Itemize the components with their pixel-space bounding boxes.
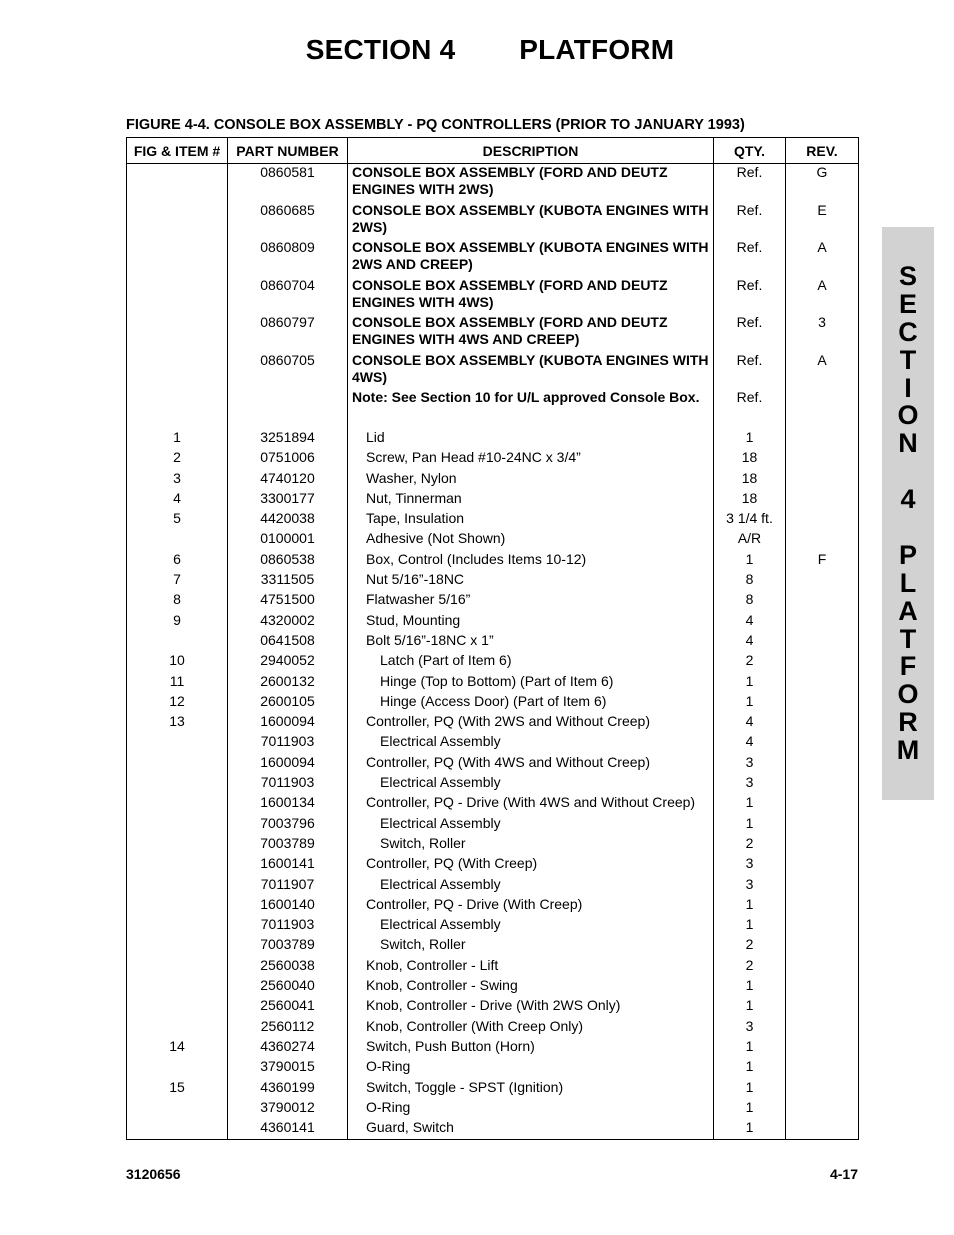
part-number-cell: 7011903 [228,733,348,753]
rev-cell [786,632,859,652]
table-row [127,314,859,352]
rev-cell [786,855,859,875]
description-cell: Electrical Assembly [348,916,714,936]
rev-cell [786,754,859,774]
part-number-cell: 4740120 [228,470,348,490]
rev-cell: G [786,164,859,202]
qty-cell: 1 [714,916,786,936]
description-cell: Controller, PQ (With Creep) [348,855,714,875]
table-row [127,571,859,591]
table-row [127,754,859,774]
fig-item-cell [127,239,228,277]
section-side-tab [882,227,934,800]
rev-cell [786,693,859,713]
qty-cell: 1 [714,896,786,916]
side-tab-letter: P [898,539,917,570]
description-cell: Nut, Tinnerman [348,490,714,510]
part-number-cell: 0641508 [228,632,348,652]
part-number-cell: 7003789 [228,835,348,855]
table-row [127,202,859,240]
qty-cell: 1 [714,1119,786,1140]
rev-cell [786,835,859,855]
description-cell: Lid [348,429,714,449]
fig-item-cell: 11 [127,673,228,693]
qty-cell: 2 [714,957,786,977]
qty-cell: 4 [714,612,786,632]
description-cell: CONSOLE BOX ASSEMBLY (KUBOTA ENGINES WITH 4WS) [348,352,714,390]
rev-cell: 3 [786,314,859,352]
table-row [127,876,859,896]
description-cell: Switch, Push Button (Horn) [348,1038,714,1058]
table-row [127,352,859,390]
fig-item-cell: 2 [127,449,228,469]
part-number-cell: 1600140 [228,896,348,916]
part-number-cell: 0860809 [228,239,348,277]
table-body [127,164,859,1140]
rev-cell [786,449,859,469]
fig-item-cell: 7 [127,571,228,591]
part-number-cell: 3251894 [228,429,348,449]
table-row [127,530,859,550]
qty-cell: 2 [714,652,786,672]
description-cell: Flatwasher 5/16” [348,591,714,611]
table-row [127,1119,859,1140]
part-number-cell: 0860704 [228,277,348,315]
fig-item-cell: 15 [127,1079,228,1099]
side-tab-letter: N [898,428,918,459]
description-cell: Knob, Controller - Drive (With 2WS Only) [348,997,714,1017]
fig-item-cell [127,977,228,997]
rev-cell [786,916,859,936]
description-cell: Switch, Toggle - SPST (Ignition) [348,1079,714,1099]
qty-cell: 1 [714,1038,786,1058]
part-number-cell: 2600105 [228,693,348,713]
fig-item-cell: 13 [127,713,228,733]
rev-cell [786,591,859,611]
fig-item-cell [127,754,228,774]
part-number-cell: 2600132 [228,673,348,693]
table-row [127,1038,859,1058]
rev-cell [786,977,859,997]
qty-cell: 2 [714,835,786,855]
table-row [127,794,859,814]
table-row [127,652,859,672]
fig-item-cell [127,957,228,977]
description-cell: Hinge (Top to Bottom) (Part of Item 6) [348,673,714,693]
rev-cell [786,1099,859,1119]
description-cell: Knob, Controller - Swing [348,977,714,997]
fig-item-cell: 14 [127,1038,228,1058]
qty-cell: 1 [714,673,786,693]
part-number-cell: 2940052 [228,652,348,672]
qty-cell: 1 [714,815,786,835]
part-number-cell: 2560041 [228,997,348,1017]
table-row [127,997,859,1017]
part-number-cell: 0860797 [228,314,348,352]
description-cell: Controller, PQ (With 4WS and Without Creep) [348,754,714,774]
col-header-fig-item: FIG & ITEM # [127,138,228,164]
table-row [127,693,859,713]
table-row [127,612,859,632]
description-cell: Tape, Insulation [348,510,714,530]
qty-cell: Ref. [714,314,786,352]
side-tab-letter: L [899,567,917,598]
rev-cell [786,530,859,550]
description-cell: Washer, Nylon [348,470,714,490]
part-number-cell: 3790015 [228,1058,348,1078]
description-cell: Electrical Assembly [348,774,714,794]
rev-cell [786,815,859,835]
description-cell: O-Ring [348,1058,714,1078]
description-cell: O-Ring [348,1099,714,1119]
table-row [127,936,859,956]
description-cell: Screw, Pan Head #10-24NC x 3/4” [348,449,714,469]
fig-item-cell [127,936,228,956]
rev-cell [786,652,859,672]
table-row [127,239,859,277]
qty-cell: 18 [714,449,786,469]
fig-item-cell [127,794,228,814]
fig-item-cell: 9 [127,612,228,632]
qty-cell: 1 [714,1058,786,1078]
fig-item-cell [127,1099,228,1119]
table-row [127,1018,859,1038]
table-row [127,510,859,530]
side-tab-letter: M [896,735,920,766]
part-number-cell: 2560112 [228,1018,348,1038]
part-number-cell: 0860685 [228,202,348,240]
fig-item-cell [127,855,228,875]
part-number-cell: 1600094 [228,713,348,733]
table-row [127,916,859,936]
description-cell: Hinge (Access Door) (Part of Item 6) [348,693,714,713]
rev-cell [786,876,859,896]
part-number-cell: 0100001 [228,530,348,550]
qty-cell: 1 [714,1099,786,1119]
fig-item-cell: 6 [127,551,228,571]
document-number: 3120656 [126,1166,181,1182]
part-number-cell: 1600141 [228,855,348,875]
qty-cell: 1 [714,429,786,449]
part-number-cell: 7011903 [228,916,348,936]
side-tab-letter: O [897,679,919,710]
side-tab-letter: C [898,316,918,347]
qty-cell: 18 [714,470,786,490]
description-cell: Controller, PQ - Drive (With Creep) [348,896,714,916]
side-tab-letter: S [898,261,917,291]
table-row [127,490,859,510]
side-tab-letter: R [898,707,918,738]
rev-cell [786,490,859,510]
fig-item-cell [127,774,228,794]
table-row [127,733,859,753]
table-row [127,164,859,202]
rev-cell [786,957,859,977]
description-cell: CONSOLE BOX ASSEMBLY (FORD AND DEUTZ ENGINES WITH 4WS) [348,277,714,315]
part-number-cell: 7011907 [228,876,348,896]
part-number-cell: 2560040 [228,977,348,997]
description-cell: CONSOLE BOX ASSEMBLY (KUBOTA ENGINES WITH 2WS AND CREEP) [348,239,714,277]
part-number-cell: 0751006 [228,449,348,469]
table-row [127,835,859,855]
table-row [127,815,859,835]
rev-cell [786,936,859,956]
fig-item-cell: 3 [127,470,228,490]
table-row [127,389,859,429]
rev-cell [786,794,859,814]
side-tab-letter: E [898,288,917,319]
col-header-qty: QTY. [714,138,786,164]
fig-item-cell: 1 [127,429,228,449]
table-row [127,429,859,449]
qty-cell: 3 1/4 ft. [714,510,786,530]
fig-item-cell: 10 [127,652,228,672]
qty-cell: 4 [714,733,786,753]
parts-table [126,137,859,1140]
rev-cell [786,1038,859,1058]
fig-item-cell [127,202,228,240]
part-number-cell: 3311505 [228,571,348,591]
description-cell: Nut 5/16”-18NC [348,571,714,591]
description-cell: Adhesive (Not Shown) [348,530,714,550]
description-cell: Electrical Assembly [348,733,714,753]
side-tab-letter: 4 [900,484,916,515]
part-number-cell: 0860581 [228,164,348,202]
part-number-cell: 3300177 [228,490,348,510]
part-number-cell: 2560038 [228,957,348,977]
fig-item-cell [127,277,228,315]
rev-cell [786,673,859,693]
qty-cell: Ref. [714,352,786,390]
rev-cell: A [786,277,859,315]
part-number-cell: 0860538 [228,551,348,571]
part-number-cell: 4360274 [228,1038,348,1058]
qty-cell: 3 [714,774,786,794]
table-row [127,774,859,794]
table-row [127,1079,859,1099]
rev-cell [786,997,859,1017]
fig-item-cell: 8 [127,591,228,611]
side-tab-letter: T [899,623,917,654]
fig-item-cell [127,733,228,753]
description-cell: Knob, Controller (With Creep Only) [348,1018,714,1038]
description-cell: Knob, Controller - Lift [348,957,714,977]
qty-cell: 3 [714,754,786,774]
table-row [127,277,859,315]
fig-item-cell [127,352,228,390]
part-number-cell: 4360141 [228,1119,348,1140]
qty-cell: 3 [714,855,786,875]
rev-cell: A [786,239,859,277]
side-tab-letter: A [898,595,918,626]
qty-cell: 1 [714,997,786,1017]
table-row [127,1058,859,1078]
table-row [127,449,859,469]
qty-cell: 2 [714,936,786,956]
qty-cell: Ref. [714,202,786,240]
rev-cell: E [786,202,859,240]
rev-cell [786,470,859,490]
fig-item-cell [127,164,228,202]
qty-cell: 8 [714,591,786,611]
rev-cell [786,612,859,632]
fig-item-cell [127,916,228,936]
rev-cell [786,1058,859,1078]
rev-cell [786,571,859,591]
table-row [127,957,859,977]
side-tab-letter: I [904,372,912,403]
part-number-cell: 4420038 [228,510,348,530]
col-header-rev: REV. [786,138,859,164]
rev-cell [786,1018,859,1038]
description-cell: Stud, Mounting [348,612,714,632]
qty-cell: 1 [714,693,786,713]
description-cell: Switch, Roller [348,835,714,855]
qty-cell: 1 [714,1079,786,1099]
part-number-cell: 4751500 [228,591,348,611]
fig-item-cell [127,314,228,352]
fig-item-cell [127,389,228,429]
description-cell: CONSOLE BOX ASSEMBLY (FORD AND DEUTZ ENGINES WITH 2WS) [348,164,714,202]
rev-cell [786,429,859,449]
description-cell: Bolt 5/16”-18NC x 1” [348,632,714,652]
table-row [127,896,859,916]
description-cell: Electrical Assembly [348,876,714,896]
qty-cell: A/R [714,530,786,550]
page-number: 4-17 [829,1166,858,1182]
fig-item-cell: 12 [127,693,228,713]
description-cell: CONSOLE BOX ASSEMBLY (FORD AND DEUTZ ENGINES WITH 4WS AND CREEP) [348,314,714,352]
rev-cell [786,713,859,733]
fig-item-cell [127,997,228,1017]
fig-item-cell [127,876,228,896]
table-row [127,977,859,997]
qty-cell: 1 [714,551,786,571]
part-number-cell: 1600134 [228,794,348,814]
description-cell: Electrical Assembly [348,815,714,835]
fig-item-cell: 4 [127,490,228,510]
figure-title: FIGURE 4-4. CONSOLE BOX ASSEMBLY - PQ CONTROLLERS (PRIOR TO JANUARY 1993) [126,117,745,133]
fig-item-cell [127,815,228,835]
part-number-cell: 0860705 [228,352,348,390]
table-row [127,632,859,652]
qty-cell: Ref. [714,239,786,277]
table-row [127,470,859,490]
fig-item-cell [127,530,228,550]
rev-cell [786,510,859,530]
part-number-cell: 7003796 [228,815,348,835]
qty-cell: 1 [714,977,786,997]
fig-item-cell [127,1058,228,1078]
qty-cell: Ref. [714,389,786,429]
side-tab-letter: F [899,651,917,682]
fig-item-cell [127,896,228,916]
description-cell: Note: See Section 10 for U/L approved Console Box. [348,389,714,429]
fig-item-cell [127,632,228,652]
fig-item-cell: 5 [127,510,228,530]
part-number-cell: 7003789 [228,936,348,956]
table-row [127,855,859,875]
qty-cell: 3 [714,1018,786,1038]
part-number-cell: 1600094 [228,754,348,774]
description-cell: Box, Control (Includes Items 10-12) [348,551,714,571]
table-header-row [127,138,859,164]
fig-item-cell [127,1119,228,1140]
col-header-description: DESCRIPTION [348,138,714,164]
qty-cell: 8 [714,571,786,591]
rev-cell [786,774,859,794]
description-cell: Controller, PQ (With 2WS and Without Creep) [348,713,714,733]
rev-cell [786,389,859,429]
qty-cell: 1 [714,794,786,814]
description-cell: Switch, Roller [348,936,714,956]
table-row [127,551,859,571]
qty-cell: Ref. [714,277,786,315]
col-header-part-number: PART NUMBER [228,138,348,164]
rev-cell [786,1079,859,1099]
part-number-cell: 4320002 [228,612,348,632]
fig-item-cell [127,1018,228,1038]
rev-cell [786,896,859,916]
rev-cell [786,1119,859,1140]
table-row [127,673,859,693]
table-row [127,713,859,733]
part-number-cell: 3790012 [228,1099,348,1119]
table-row [127,1099,859,1119]
qty-cell: 3 [714,876,786,896]
description-cell: Latch (Part of Item 6) [348,652,714,672]
qty-cell: 18 [714,490,786,510]
side-tab-letter: O [897,400,919,431]
description-cell: Controller, PQ - Drive (With 4WS and Without Creep) [348,794,714,814]
qty-cell: 4 [714,632,786,652]
qty-cell: 4 [714,713,786,733]
part-number-cell [228,389,348,429]
rev-cell [786,733,859,753]
table-row [127,591,859,611]
fig-item-cell [127,835,228,855]
rev-cell: A [786,352,859,390]
part-number-cell: 7011903 [228,774,348,794]
qty-cell: Ref. [714,164,786,202]
rev-cell: F [786,551,859,571]
part-number-cell: 4360199 [228,1079,348,1099]
description-cell: CONSOLE BOX ASSEMBLY (KUBOTA ENGINES WITH 2WS) [348,202,714,240]
description-cell: Guard, Switch [348,1119,714,1140]
page-title: SECTION 4 PLATFORM [305,34,675,65]
side-tab-letter: T [899,344,917,375]
